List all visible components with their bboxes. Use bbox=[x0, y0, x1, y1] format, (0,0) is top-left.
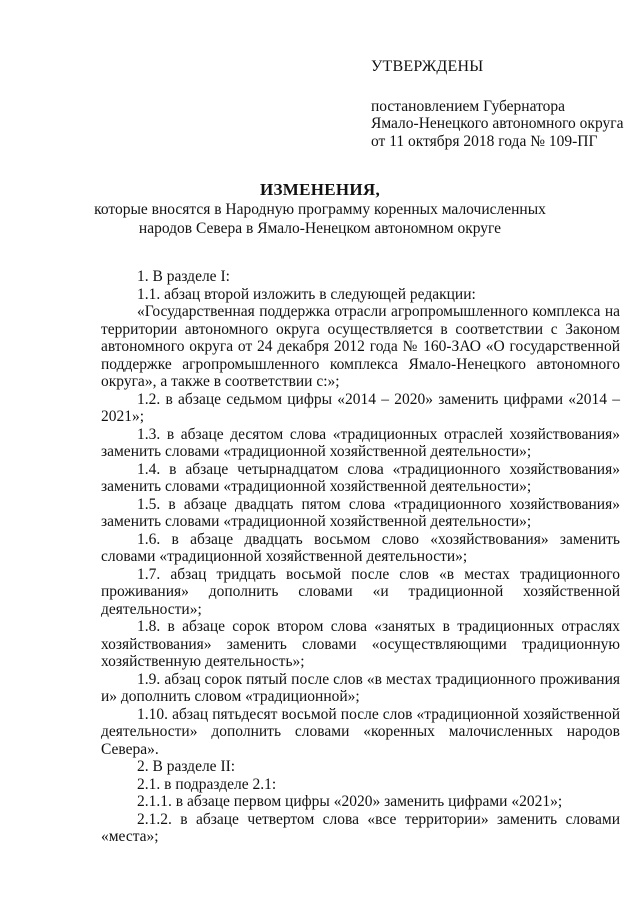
paragraph-1-4: 1.4. в абзаце четырнадцатом слова «традиционного хозяйствования» заменить словами «традиционной хозяйственной деятельности»; bbox=[101, 460, 620, 495]
approval-heading: УТВЕРЖДЕНЫ bbox=[371, 58, 484, 75]
paragraph-1-5: 1.5. в абзаце двадцать пятом слова «традиционного хозяйствования» заменить словами «традиционной хозяйственной деятельности»; bbox=[101, 495, 620, 530]
paragraph-1-3: 1.3. в абзаце десятом слова «традиционных отраслей хозяйствования» заменить словами «традиционной хозяйственной деятельности»; bbox=[101, 425, 620, 460]
paragraph-2-1-2: 2.1.2. в абзаце четвертом слова «все территории» заменить словами «места»; bbox=[101, 810, 620, 845]
paragraph-1-10: 1.10. абзац пятьдесят восьмой после слов «традиционной хозяйственной деятельности» дополнить словами «коренных малочисленных народов Севера». bbox=[101, 705, 620, 758]
document-subtitle bbox=[0, 201, 640, 238]
paragraph-1-2: 1.2. в абзаце седьмом цифры «2014 – 2020» заменить цифрами «2014 – 2021»; bbox=[101, 390, 620, 425]
approval-line: постановлением Губернатора bbox=[371, 97, 566, 115]
paragraph-1-9: 1.9. абзац сорок пятый после слов «в местах традиционного проживания и» дополнить словом «традиционной»; bbox=[101, 670, 620, 705]
paragraph-2-1: 2.1. в подразделе 2.1: bbox=[137, 775, 277, 793]
paragraph-quote: «Государственная поддержка отрасли агропромышленного комплекса на территории автономного округа осуществляется в соответствии с Законом автономного округа от 24 декабря 2012 года № 160-ЗАО «О государственной поддержке агропромышленного комплекса Ямало-Ненецкого автономного округа», а также в соответствии с:»; bbox=[101, 303, 620, 390]
approval-line: от 11 октября 2018 года № 109-ПГ bbox=[371, 132, 598, 150]
paragraph-1-7: 1.7. абзац тридцать восьмой после слов «в местах традиционного проживания» дополнить словами «и традиционной хозяйственной деятельности»; bbox=[101, 565, 620, 618]
document-title: ИЗМЕНЕНИЯ, bbox=[259, 180, 381, 199]
paragraph-2-1-1: 2.1.1. в абзаце первом цифры «2020» заменить цифрами «2021»; bbox=[137, 793, 563, 810]
approval-line: Ямало-Ненецкого автономного округа bbox=[371, 115, 624, 132]
subtitle-line: которые вносятся в Народную программу коренных малочисленных bbox=[94, 201, 546, 218]
paragraph-1-1: 1.1. абзац второй изложить в следующей редакции: bbox=[137, 285, 476, 303]
subtitle-line: народов Севера в Ямало-Ненецком автономном округе bbox=[138, 219, 502, 237]
paragraph-section-2: 2. В разделе II: bbox=[137, 758, 236, 775]
paragraph-1-6: 1.6. в абзаце двадцать восьмом слово «хозяйствования» заменить словами «традиционной хозяйственной деятельности»; bbox=[101, 530, 620, 565]
paragraph-1-8: 1.8. в абзаце сорок втором слова «занятых в традиционных отраслях хозяйствования» заменить словами «осуществляющими традиционную хозяйственную деятельность»; bbox=[101, 618, 620, 670]
approval-block bbox=[371, 58, 626, 150]
document-body bbox=[101, 268, 620, 846]
paragraph-section-1: 1. В разделе I: bbox=[137, 268, 230, 285]
